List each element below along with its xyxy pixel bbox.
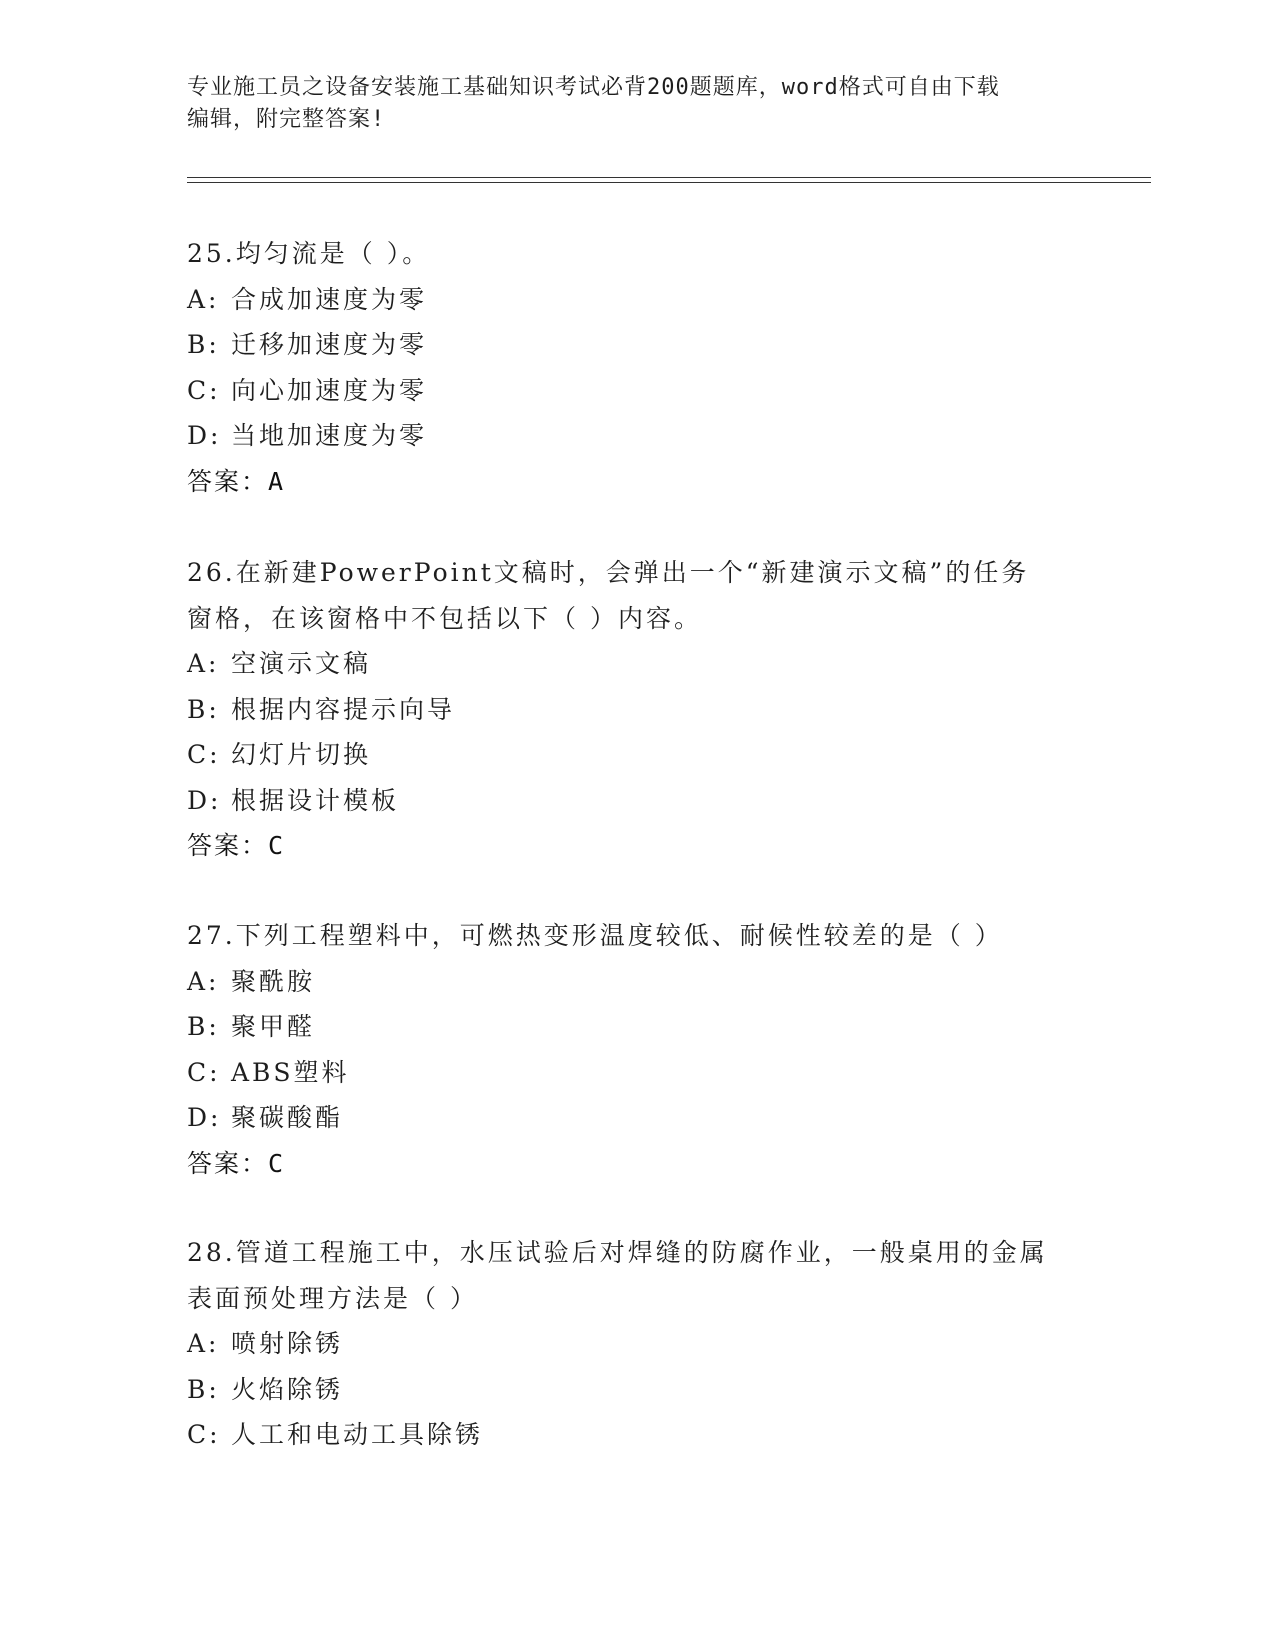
answer-line: [187, 459, 1087, 505]
header-line-1: 专业施工员之设备安装施工基础知识考试必背200题题库，word格式可自由下载: [187, 75, 1000, 100]
option-text: ABS塑料: [231, 1057, 350, 1087]
answer-value: A: [268, 466, 286, 496]
option-b: [187, 687, 1087, 733]
option-text: 聚甲醛: [231, 1012, 316, 1041]
option-letter: C:: [187, 375, 221, 405]
question-stem-line-1: 28.管道工程施工中，水压试验后对焊缝的防腐作业，一般桌用的金属: [187, 1238, 1048, 1267]
answer-label: 答案：: [187, 466, 269, 496]
option-text: 聚酰胺: [231, 966, 316, 996]
option-a: [187, 641, 1087, 687]
option-letter: B:: [187, 1374, 220, 1404]
option-text: 幻灯片切换: [231, 740, 372, 769]
option-letter: A:: [187, 649, 220, 678]
option-text: 迁移加速度为零: [231, 330, 428, 359]
option-text: 火焰除锈: [231, 1374, 344, 1404]
question-26: [187, 550, 1087, 869]
document-header: [187, 72, 1067, 136]
question-stem: 27.下列工程塑料中，可燃热变形温度较低、耐候性较差的是（ ）: [187, 921, 1003, 950]
header-rule-top: [187, 177, 1151, 178]
option-text: 合成加速度为零: [231, 284, 428, 314]
option-text: 空演示文稿: [231, 649, 372, 678]
option-a: [187, 1321, 1087, 1367]
option-text: 当地加速度为零: [231, 421, 428, 450]
question-stem-line-2: 窗格，在该窗格中不包括以下（ ）内容。: [187, 603, 702, 633]
option-a: [187, 959, 1087, 1005]
header-line-2: 编辑，附完整答案!: [187, 107, 386, 132]
option-letter: C:: [187, 1420, 221, 1449]
option-letter: C:: [187, 740, 221, 769]
option-text: 向心加速度为零: [231, 375, 428, 405]
answer-line: [187, 1141, 1087, 1187]
answer-value: C: [268, 831, 286, 860]
question-stem: 25.均匀流是（ ）。: [187, 239, 431, 268]
option-letter: D:: [187, 421, 222, 450]
question-stem-line-2: 表面预处理方法是（ ）: [187, 1283, 478, 1313]
option-letter: D:: [187, 1103, 222, 1132]
option-letter: A:: [187, 966, 220, 996]
option-text: 喷射除锈: [231, 1329, 344, 1358]
option-b: [187, 1004, 1087, 1050]
question-25: [187, 231, 1087, 504]
option-text: 聚碳酸酯: [231, 1103, 344, 1132]
question-stem-line-1: 26.在新建PowerPoint文稿时，会弹出一个“新建演示文稿”的任务: [187, 558, 1030, 587]
option-letter: B:: [187, 1012, 220, 1041]
option-d: [187, 413, 1087, 459]
option-b: [187, 1367, 1087, 1413]
option-text: 根据内容提示向导: [231, 694, 456, 724]
option-letter: B:: [187, 330, 220, 359]
option-a: [187, 277, 1087, 323]
option-letter: A:: [187, 284, 220, 314]
answer-label: 答案：: [187, 1148, 269, 1178]
answer-line: [187, 823, 1087, 869]
option-text: 根据设计模板: [231, 785, 400, 815]
option-letter: B:: [187, 694, 220, 724]
option-c: [187, 1412, 1087, 1458]
header-rule-bottom: [187, 182, 1151, 183]
option-d: [187, 1095, 1087, 1141]
option-letter: C:: [187, 1057, 221, 1087]
option-letter: D:: [187, 785, 222, 815]
question-28: [187, 1230, 1087, 1458]
option-c: [187, 1050, 1087, 1096]
question-27: [187, 913, 1087, 1186]
answer-label: 答案：: [187, 831, 269, 860]
option-c: [187, 368, 1087, 414]
option-letter: A:: [187, 1329, 220, 1358]
option-text: 人工和电动工具除锈: [231, 1420, 484, 1449]
answer-value: C: [268, 1148, 286, 1178]
option-c: [187, 732, 1087, 778]
option-b: [187, 322, 1087, 368]
option-d: [187, 778, 1087, 824]
